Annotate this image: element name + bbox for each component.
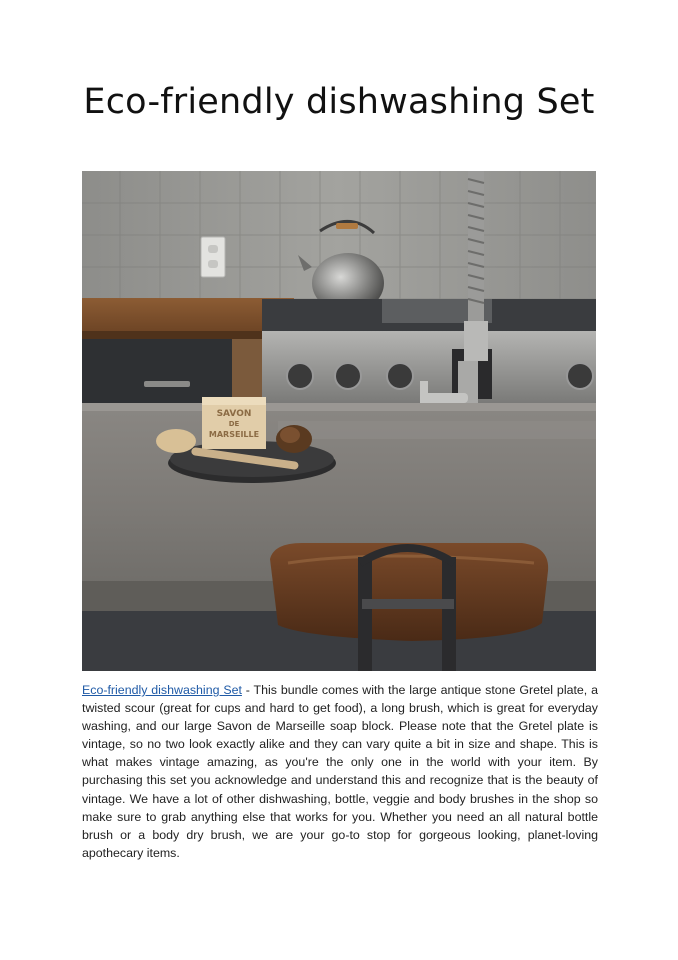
page-title: Eco-friendly dishwashing Set [83,82,595,122]
kitchen-photo [82,171,596,671]
description-text: - This bundle comes with the large antique stone Gretel plate, a twisted scour (great for cups and hard to get food), a long brush, which is great for everyday washing, and our large Savon de Marseille soap block. Please note that the Gretel plate is vintage, so no two look exactly alike and they can vary quite a bit in size and shape. This is what makes vintage amazing, as you're the only one in the world with your item. By purchasing this set you acknowledge and understand this and recognize that is the beauty of vintage. We have a lot of other dishwashing, bottle, veggie and body brushes in the shop so make sure to grab anything else that works for you. Whether you need an all natural bottle brush or a body dry brush, we are your go-to stop for gorgeous looking, planet-loving apothecary items. [82,683,598,860]
product-link[interactable]: Eco-friendly dishwashing Set [82,683,242,697]
soap-text-1: SAVON [216,409,252,419]
wall-outlet [201,237,225,277]
range-front [262,331,596,403]
soap-text-3: MARSEILLE [208,430,260,439]
product-description [82,681,598,862]
soap-text-2: DE [228,420,240,428]
brush-head [156,429,196,453]
